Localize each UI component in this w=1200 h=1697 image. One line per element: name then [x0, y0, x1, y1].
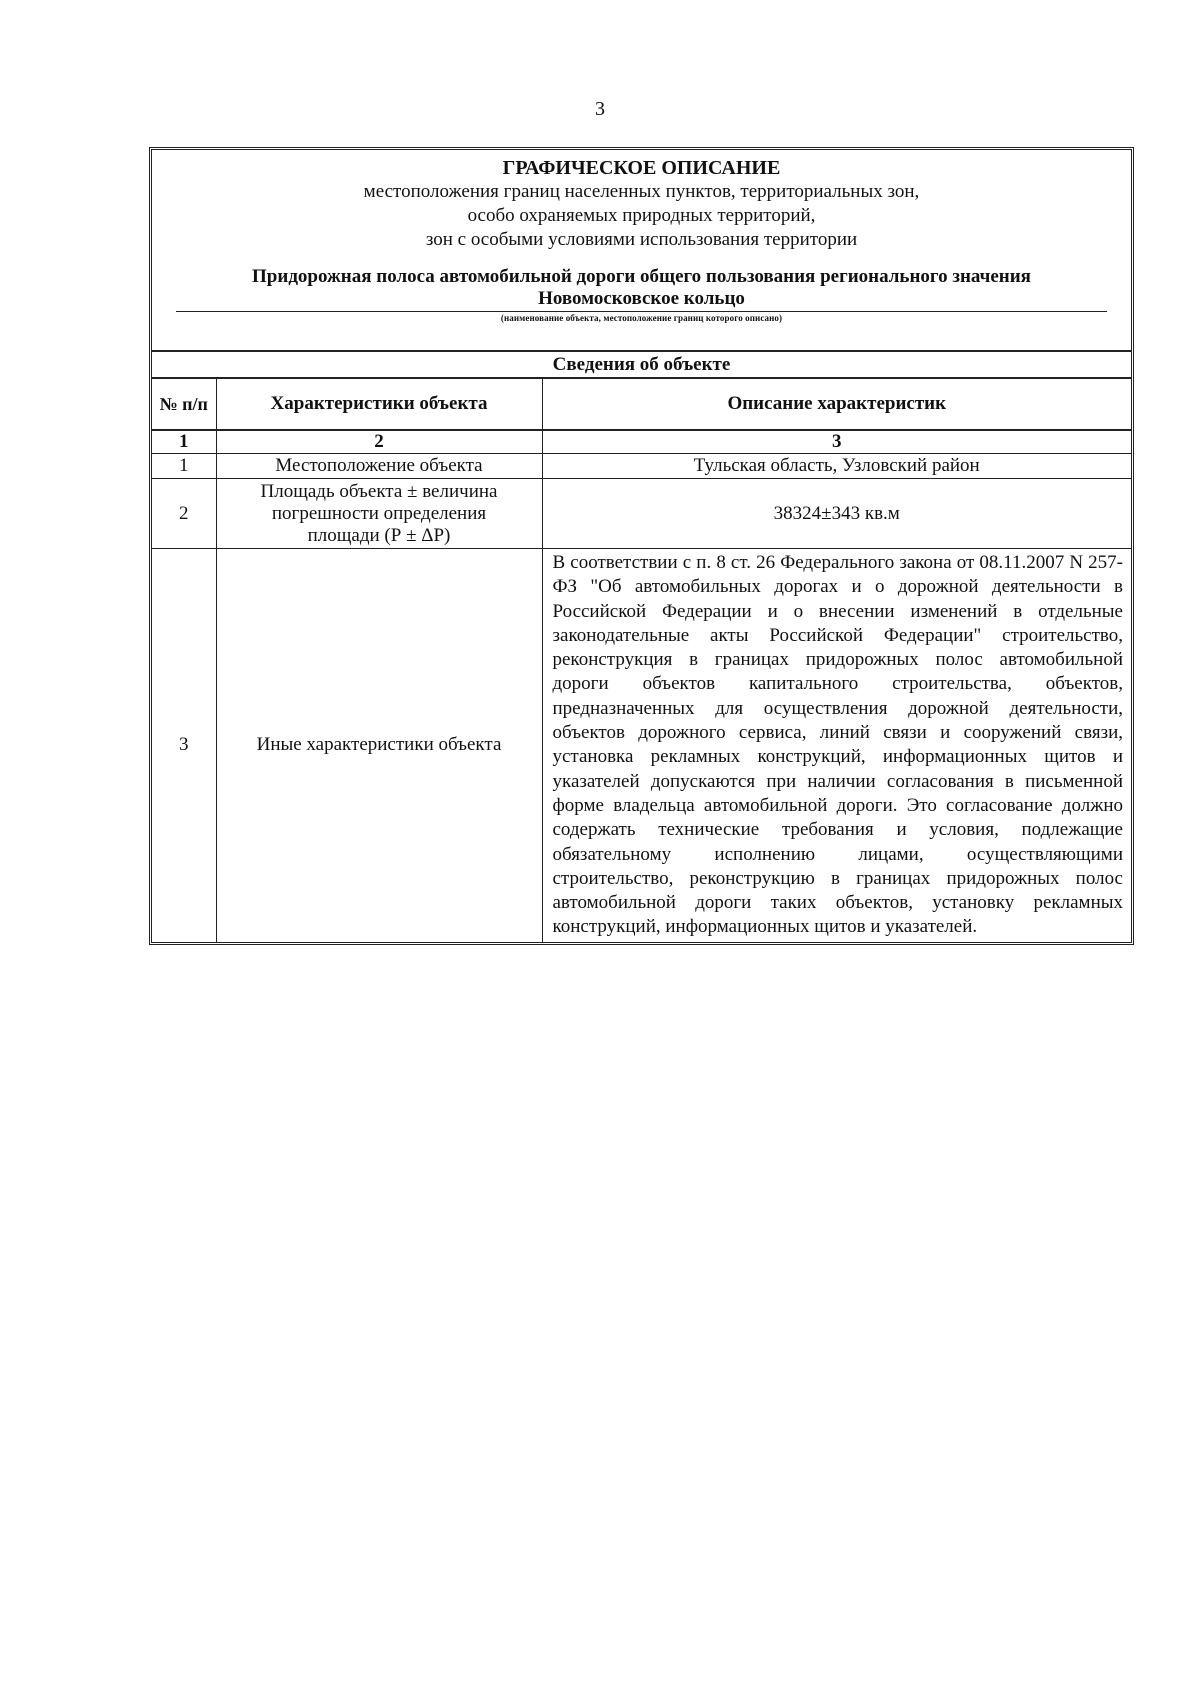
table-row — [152, 549, 1131, 942]
table-row — [152, 454, 1131, 479]
object-name-line-2: Новомосковское кольцо — [176, 288, 1107, 312]
object-info-table — [152, 379, 1131, 942]
column-number-row — [152, 430, 1131, 454]
header-characteristics: Характеристики объекта — [216, 379, 542, 430]
table-row — [152, 479, 1131, 549]
row-characteristic: Иные характеристики объекта — [216, 549, 542, 942]
row-characteristic-line-1: Площадь объекта ± величина — [260, 480, 498, 502]
object-name-line-1: Придорожная полоса автомобильной дороги общего пользования регионального значения — [252, 266, 1031, 287]
row-description: Тульская область, Узловский район — [542, 454, 1131, 479]
header-description: Описание характеристик — [542, 379, 1131, 430]
row-characteristic — [216, 479, 542, 549]
row-number: 2 — [152, 479, 216, 549]
header-number: № п/п — [152, 379, 216, 430]
form-header — [152, 150, 1131, 328]
subtitle-line-3: зон с особыми условиями использования территории — [425, 229, 858, 250]
page-number: 3 — [595, 98, 605, 120]
subtitle-line-1: местоположения границ населенных пунктов, территориальных зон, — [363, 181, 920, 202]
row-characteristic: Местоположение объекта — [216, 454, 542, 479]
subtitle-line-2: особо охраняемых природных территорий, — [467, 205, 816, 226]
row-characteristic-line-3: площади (Р ± ΔР) — [307, 524, 451, 546]
form-title: ГРАФИЧЕСКОЕ ОПИСАНИЕ — [502, 157, 781, 179]
column-number-2: 2 — [216, 430, 542, 454]
row-description: 38324±343 кв.м — [542, 479, 1131, 549]
row-number: 3 — [152, 549, 216, 942]
object-name — [160, 266, 1123, 312]
row-characteristic-line-2: погрешности определения — [271, 502, 487, 524]
column-number-1: 1 — [152, 430, 216, 454]
section-title: Сведения об объекте — [152, 350, 1131, 379]
row-number: 1 — [152, 454, 216, 479]
column-number-3: 3 — [542, 430, 1131, 454]
table-header-row — [152, 379, 1131, 430]
object-caption: (наименование объекта, местоположение границ которого описано) — [500, 313, 783, 323]
graphic-description-form — [149, 147, 1134, 945]
row-description: В соответствии с п. 8 ст. 26 Федерального закона от 08.11.2007 N 257-ФЗ "Об автомобильных дорогах и о дорожной деятельности в Российской Федерации и о внесении изменений в отдельные законодательные акты Российской Федерации" строительство, реконструкция в границах придорожных полос автомобильной дороги объектов капитального строительства, объектов, предназначенных для осуществления дорожной деятельности, объектов дорожного сервиса, линий связи и сооружений связи, установка рекламных конструкций, информационных щитов и указателей допускаются при наличии согласования в письменной форме владельца автомобильной дороги. Это согласование должно содержать технические требования и условия, подлежащие обязательному исполнению лицами, осуществляющими строительство, реконструкцию в границах придорожных полос автомобильной дороги таких объектов, установку рекламных конструкций, информационных щитов и указателей. — [542, 549, 1131, 942]
